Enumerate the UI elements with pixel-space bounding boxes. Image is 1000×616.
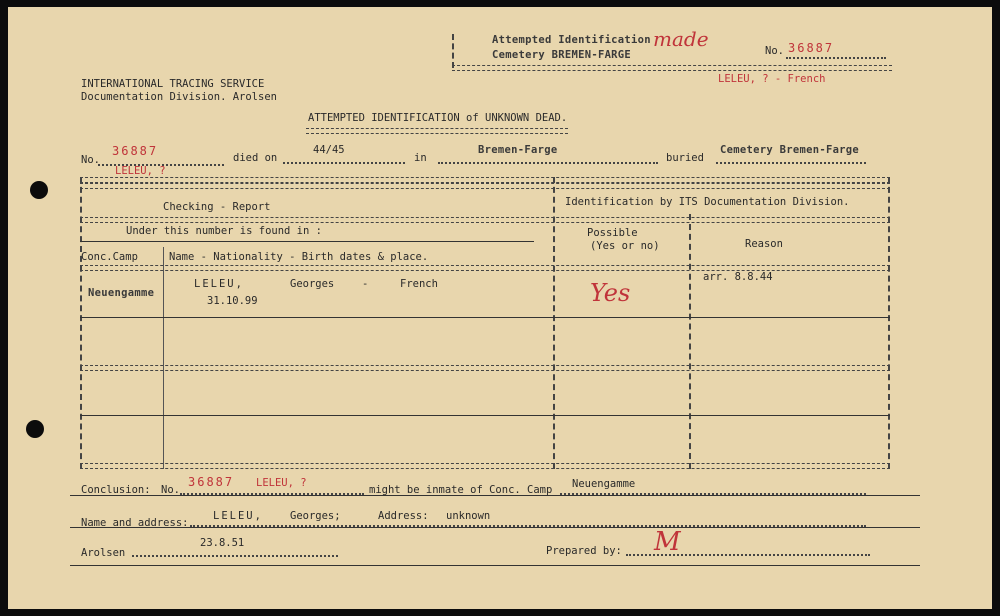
- buried-line: [716, 162, 866, 164]
- conclusion-camp-line: [560, 493, 866, 495]
- row-line-3: [80, 415, 890, 416]
- row-possible-yes: Yes: [590, 279, 631, 307]
- stamp-no-value: 36887: [788, 41, 835, 55]
- stamp-title: Attempted Identification: [492, 34, 651, 46]
- buried-label: buried: [666, 152, 704, 164]
- name-address-line: [190, 525, 866, 527]
- table-top-border-2: [80, 183, 890, 189]
- prepared-by-initials: M: [654, 527, 681, 557]
- address-value: unknown: [446, 510, 491, 522]
- conclusion-no-line: [180, 493, 364, 495]
- row-camp: Neuengamme: [88, 287, 155, 299]
- stamp-box-left-border: [452, 34, 454, 68]
- conclusion-name-red: LELEU, ?: [256, 477, 307, 489]
- conclusion-text: might be inmate of Conc. Camp: [369, 484, 553, 496]
- table-divider-reason: [689, 214, 691, 469]
- footer-bottom-rule: [70, 565, 920, 566]
- reason-header: Reason: [745, 238, 783, 250]
- possible-subheader: (Yes or no): [590, 240, 660, 252]
- header-name: LELEU, ? - French: [718, 73, 826, 85]
- header-row-line: [80, 217, 890, 223]
- org-name: INTERNATIONAL TRACING SERVICE: [81, 78, 265, 90]
- died-on-value: 44/45: [313, 144, 345, 156]
- row-dash: -: [362, 278, 369, 290]
- buried-value: Cemetery Bremen-Farge: [720, 144, 860, 156]
- in-line: [438, 162, 658, 164]
- form-title: ATTEMPTED IDENTIFICATION of UNKNOWN DEAD.: [308, 112, 568, 124]
- conclusion-camp-value: Neuengamme: [572, 478, 636, 490]
- punch-hole-bottom: [26, 420, 44, 438]
- footer-date: 23.8.51: [200, 537, 245, 549]
- under-number-underline: [80, 241, 534, 242]
- in-value: Bremen-Farge: [478, 144, 558, 156]
- died-on-label: died on: [233, 152, 278, 164]
- address-firstname: Georges;: [290, 510, 341, 522]
- row-line-2: [80, 365, 890, 371]
- arolsen-label: Arolsen: [81, 547, 126, 559]
- identification-header: Identification by ITS Documentation Division.: [565, 196, 850, 208]
- died-on-line: [283, 162, 405, 164]
- stamp-handwritten-made: made: [653, 27, 709, 51]
- conclusion-no-value: 36887: [188, 475, 235, 489]
- under-number-label: Under this number is found in :: [126, 225, 322, 237]
- stamp-no-label: No.: [765, 45, 784, 57]
- row-reason: arr. 8.8.44: [703, 271, 773, 283]
- name-column-header: Name - Nationality - Birth dates & place.: [169, 251, 429, 263]
- conclusion-no-label: No.: [161, 484, 180, 496]
- name-address-label: Name and address:: [81, 517, 189, 529]
- row-birthdate: 31.10.99: [207, 295, 258, 307]
- address-surname: LELEU,: [213, 510, 263, 522]
- org-division: Documentation Division. Arolsen: [81, 91, 277, 103]
- no-value: 36887: [112, 144, 159, 158]
- prepared-by-label: Prepared by:: [546, 545, 622, 557]
- document-card: [8, 7, 992, 609]
- date-line: [132, 555, 338, 557]
- checking-report-header: Checking - Report: [163, 201, 271, 213]
- no-label: No.: [81, 154, 100, 166]
- table-divider-camp: [163, 247, 164, 469]
- punch-hole-top: [30, 181, 48, 199]
- title-underline: [306, 128, 568, 134]
- name-address-top-rule: [70, 527, 920, 528]
- subject-name-red: LELEU, ?: [115, 165, 166, 177]
- table-bottom-border: [80, 463, 890, 469]
- stamp-box-bottom-border: [452, 65, 892, 71]
- possible-header: Possible: [587, 227, 638, 239]
- row-line-1: [80, 317, 890, 318]
- stamp-no-line: [786, 57, 886, 59]
- row-nationality: French: [400, 278, 438, 290]
- address-label: Address:: [378, 510, 429, 522]
- stamp-cemetery: Cemetery BREMEN-FARGE: [492, 49, 632, 61]
- conclusion-label: Conclusion:: [81, 484, 151, 496]
- in-label: in: [414, 152, 427, 164]
- camp-column-header: Conc.Camp: [81, 251, 138, 263]
- row-surname: LELEU,: [194, 278, 244, 290]
- row-firstname: Georges: [290, 278, 335, 290]
